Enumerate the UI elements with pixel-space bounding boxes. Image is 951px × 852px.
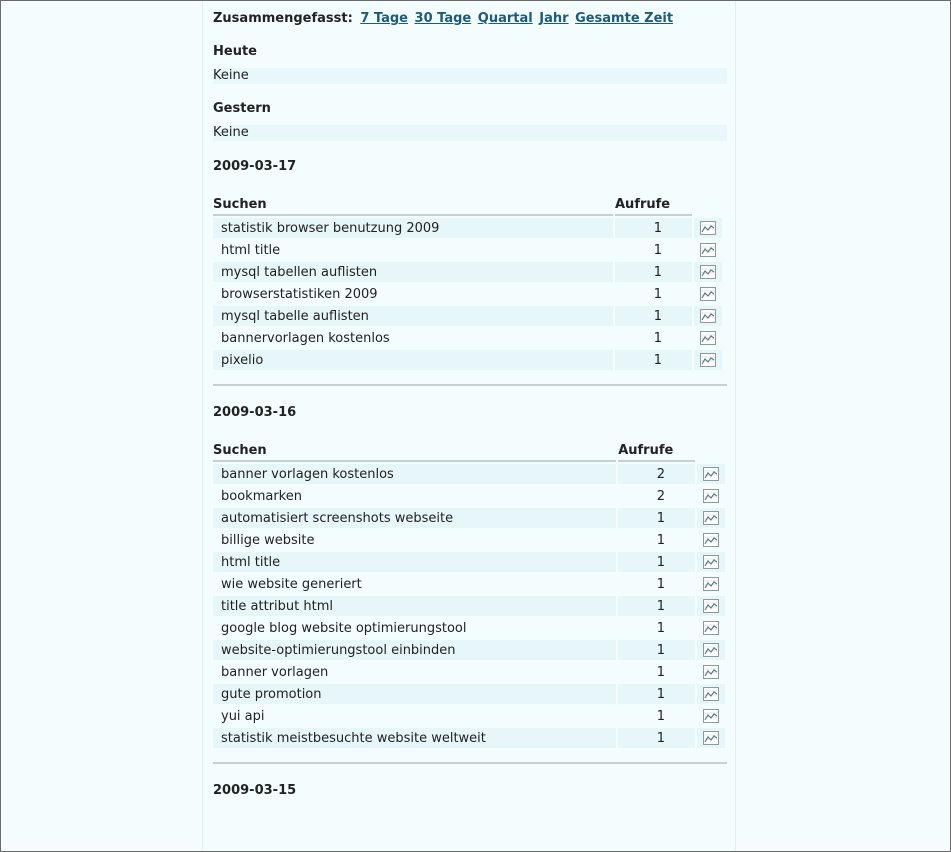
- line-chart-icon[interactable]: [703, 731, 719, 746]
- graph-cell[interactable]: [694, 284, 722, 304]
- search-term: yui api: [221, 708, 265, 724]
- graph-cell[interactable]: [694, 218, 722, 238]
- today-heading: Heute: [213, 44, 257, 59]
- line-chart-icon[interactable]: [700, 353, 716, 368]
- graph-cell[interactable]: [697, 596, 725, 616]
- graph-cell[interactable]: [694, 262, 722, 282]
- table-row: [213, 328, 722, 348]
- search-term: pixelio: [213, 350, 613, 370]
- summary-link-all-time[interactable]: Gesamte Zeit: [575, 11, 674, 26]
- table-row: [213, 218, 722, 238]
- column-header-views: Aufrufe: [618, 441, 695, 462]
- view-count: 1: [618, 508, 695, 528]
- view-count: 1: [653, 330, 662, 346]
- table-row: [213, 728, 725, 748]
- view-count: 1: [618, 552, 695, 572]
- table-row: [213, 574, 725, 594]
- view-count: 1: [615, 262, 692, 282]
- search-term: banner vorlagen: [221, 664, 329, 680]
- graph-cell[interactable]: [694, 328, 722, 348]
- table-row: [213, 662, 725, 682]
- search-term: bannervorlagen kostenlos: [221, 330, 390, 346]
- search-term: wie website generiert: [221, 576, 362, 592]
- view-count: 2: [618, 464, 695, 484]
- view-count: 1: [615, 218, 692, 238]
- main-content: [202, 0, 736, 852]
- line-chart-icon[interactable]: [700, 221, 716, 236]
- graph-cell[interactable]: [694, 306, 722, 326]
- summary-bar: [213, 10, 727, 28]
- table-row: [213, 552, 725, 572]
- line-chart-icon[interactable]: [700, 331, 716, 346]
- search-term: title attribut html: [213, 596, 616, 616]
- table-row: [213, 640, 725, 660]
- summary-link-7-days[interactable]: 7 Tage: [360, 11, 408, 26]
- column-header-search: Suchen: [213, 195, 613, 216]
- view-count: 1: [656, 708, 666, 724]
- graph-cell[interactable]: [694, 350, 722, 370]
- line-chart-icon[interactable]: [703, 665, 719, 680]
- table-row: [213, 306, 722, 326]
- graph-cell[interactable]: [697, 552, 725, 572]
- table-row: [213, 284, 722, 304]
- table-row: [213, 464, 725, 484]
- graph-cell[interactable]: [694, 240, 722, 260]
- graph-cell[interactable]: [697, 728, 725, 748]
- search-term: browserstatistiken 2009: [221, 286, 378, 302]
- search-term: mysql tabelle auflisten: [213, 306, 613, 326]
- today-value: Keine: [213, 68, 727, 84]
- line-chart-icon[interactable]: [700, 243, 716, 258]
- graph-cell[interactable]: [697, 640, 725, 660]
- search-term: statistik meistbesuchte website weltweit: [213, 728, 616, 748]
- day-date-heading: 2009-03-17: [213, 159, 297, 174]
- table-row: [213, 618, 725, 638]
- view-count: 1: [653, 286, 662, 302]
- summary-link-30-days[interactable]: 30 Tage: [414, 11, 472, 26]
- line-chart-icon[interactable]: [703, 577, 719, 592]
- search-term: bookmarken: [221, 488, 302, 504]
- search-term: banner vorlagen kostenlos: [213, 464, 616, 484]
- graph-cell[interactable]: [697, 508, 725, 528]
- line-chart-icon[interactable]: [703, 555, 719, 570]
- summary-link-year[interactable]: Jahr: [539, 11, 569, 26]
- summary-label: Zusammengefasst:: [213, 11, 353, 26]
- day-section: [213, 386, 727, 764]
- search-term: website-optimierungstool einbinden: [213, 640, 616, 660]
- search-term: mysql tabellen auflisten: [213, 262, 613, 282]
- line-chart-icon[interactable]: [700, 265, 716, 280]
- view-count: 1: [615, 306, 692, 326]
- table-row: [213, 684, 725, 704]
- day-section: [213, 141, 727, 386]
- view-count: 1: [653, 242, 662, 258]
- day-sections: [213, 141, 727, 800]
- graph-cell[interactable]: [697, 530, 725, 550]
- view-count: 1: [656, 664, 666, 680]
- line-chart-icon[interactable]: [703, 511, 719, 526]
- search-terms-table: [211, 193, 724, 372]
- stats-container: [213, 10, 727, 800]
- search-term: gute promotion: [213, 684, 616, 704]
- search-term: google blog website optimierungstool: [221, 620, 467, 636]
- day-date-heading: 2009-03-15: [213, 783, 297, 798]
- search-term: html title: [213, 552, 616, 572]
- line-chart-icon[interactable]: [703, 709, 719, 724]
- search-term: statistik browser benutzung 2009: [213, 218, 613, 238]
- view-count: 1: [615, 350, 692, 370]
- search-term: automatisiert screenshots webseite: [213, 508, 616, 528]
- graph-cell[interactable]: [697, 464, 725, 484]
- table-row: [213, 350, 722, 370]
- view-count: 1: [656, 532, 666, 548]
- view-count: 1: [618, 684, 695, 704]
- line-chart-icon[interactable]: [700, 287, 716, 302]
- line-chart-icon[interactable]: [703, 489, 719, 504]
- yesterday-heading: Gestern: [213, 101, 271, 116]
- search-term: billige website: [221, 532, 315, 548]
- line-chart-icon[interactable]: [703, 687, 719, 702]
- view-count: 1: [656, 620, 666, 636]
- graph-cell[interactable]: [697, 574, 725, 594]
- view-count: 2: [656, 488, 666, 504]
- view-count: 1: [618, 640, 695, 660]
- graph-cell[interactable]: [697, 486, 725, 506]
- graph-cell[interactable]: [697, 618, 725, 638]
- table-row: [213, 706, 725, 726]
- summary-link-quarter[interactable]: Quartal: [477, 11, 533, 26]
- line-chart-icon[interactable]: [700, 309, 716, 324]
- table-row: [213, 486, 725, 506]
- view-count: 1: [656, 576, 666, 592]
- yesterday-value: Keine: [213, 125, 727, 141]
- table-row: [213, 530, 725, 550]
- search-term: html title: [221, 242, 281, 258]
- line-chart-icon[interactable]: [703, 621, 719, 636]
- graph-cell[interactable]: [697, 706, 725, 726]
- graph-cell[interactable]: [697, 684, 725, 704]
- line-chart-icon[interactable]: [703, 533, 719, 548]
- line-chart-icon[interactable]: [703, 643, 719, 658]
- view-count: 1: [618, 596, 695, 616]
- column-header-search: Suchen: [213, 441, 616, 462]
- table-row: [213, 596, 725, 616]
- column-header-views: Aufrufe: [615, 195, 692, 216]
- search-terms-table: [211, 439, 727, 750]
- day-section: [213, 764, 727, 800]
- graph-cell[interactable]: [697, 662, 725, 682]
- line-chart-icon[interactable]: [703, 599, 719, 614]
- day-date-heading: 2009-03-16: [213, 405, 297, 420]
- table-row: [213, 508, 725, 528]
- table-row: [213, 240, 722, 260]
- table-row: [213, 262, 722, 282]
- column-header-graph: [697, 441, 725, 462]
- column-header-graph: [694, 195, 722, 216]
- view-count: 1: [618, 728, 695, 748]
- line-chart-icon[interactable]: [703, 467, 719, 482]
